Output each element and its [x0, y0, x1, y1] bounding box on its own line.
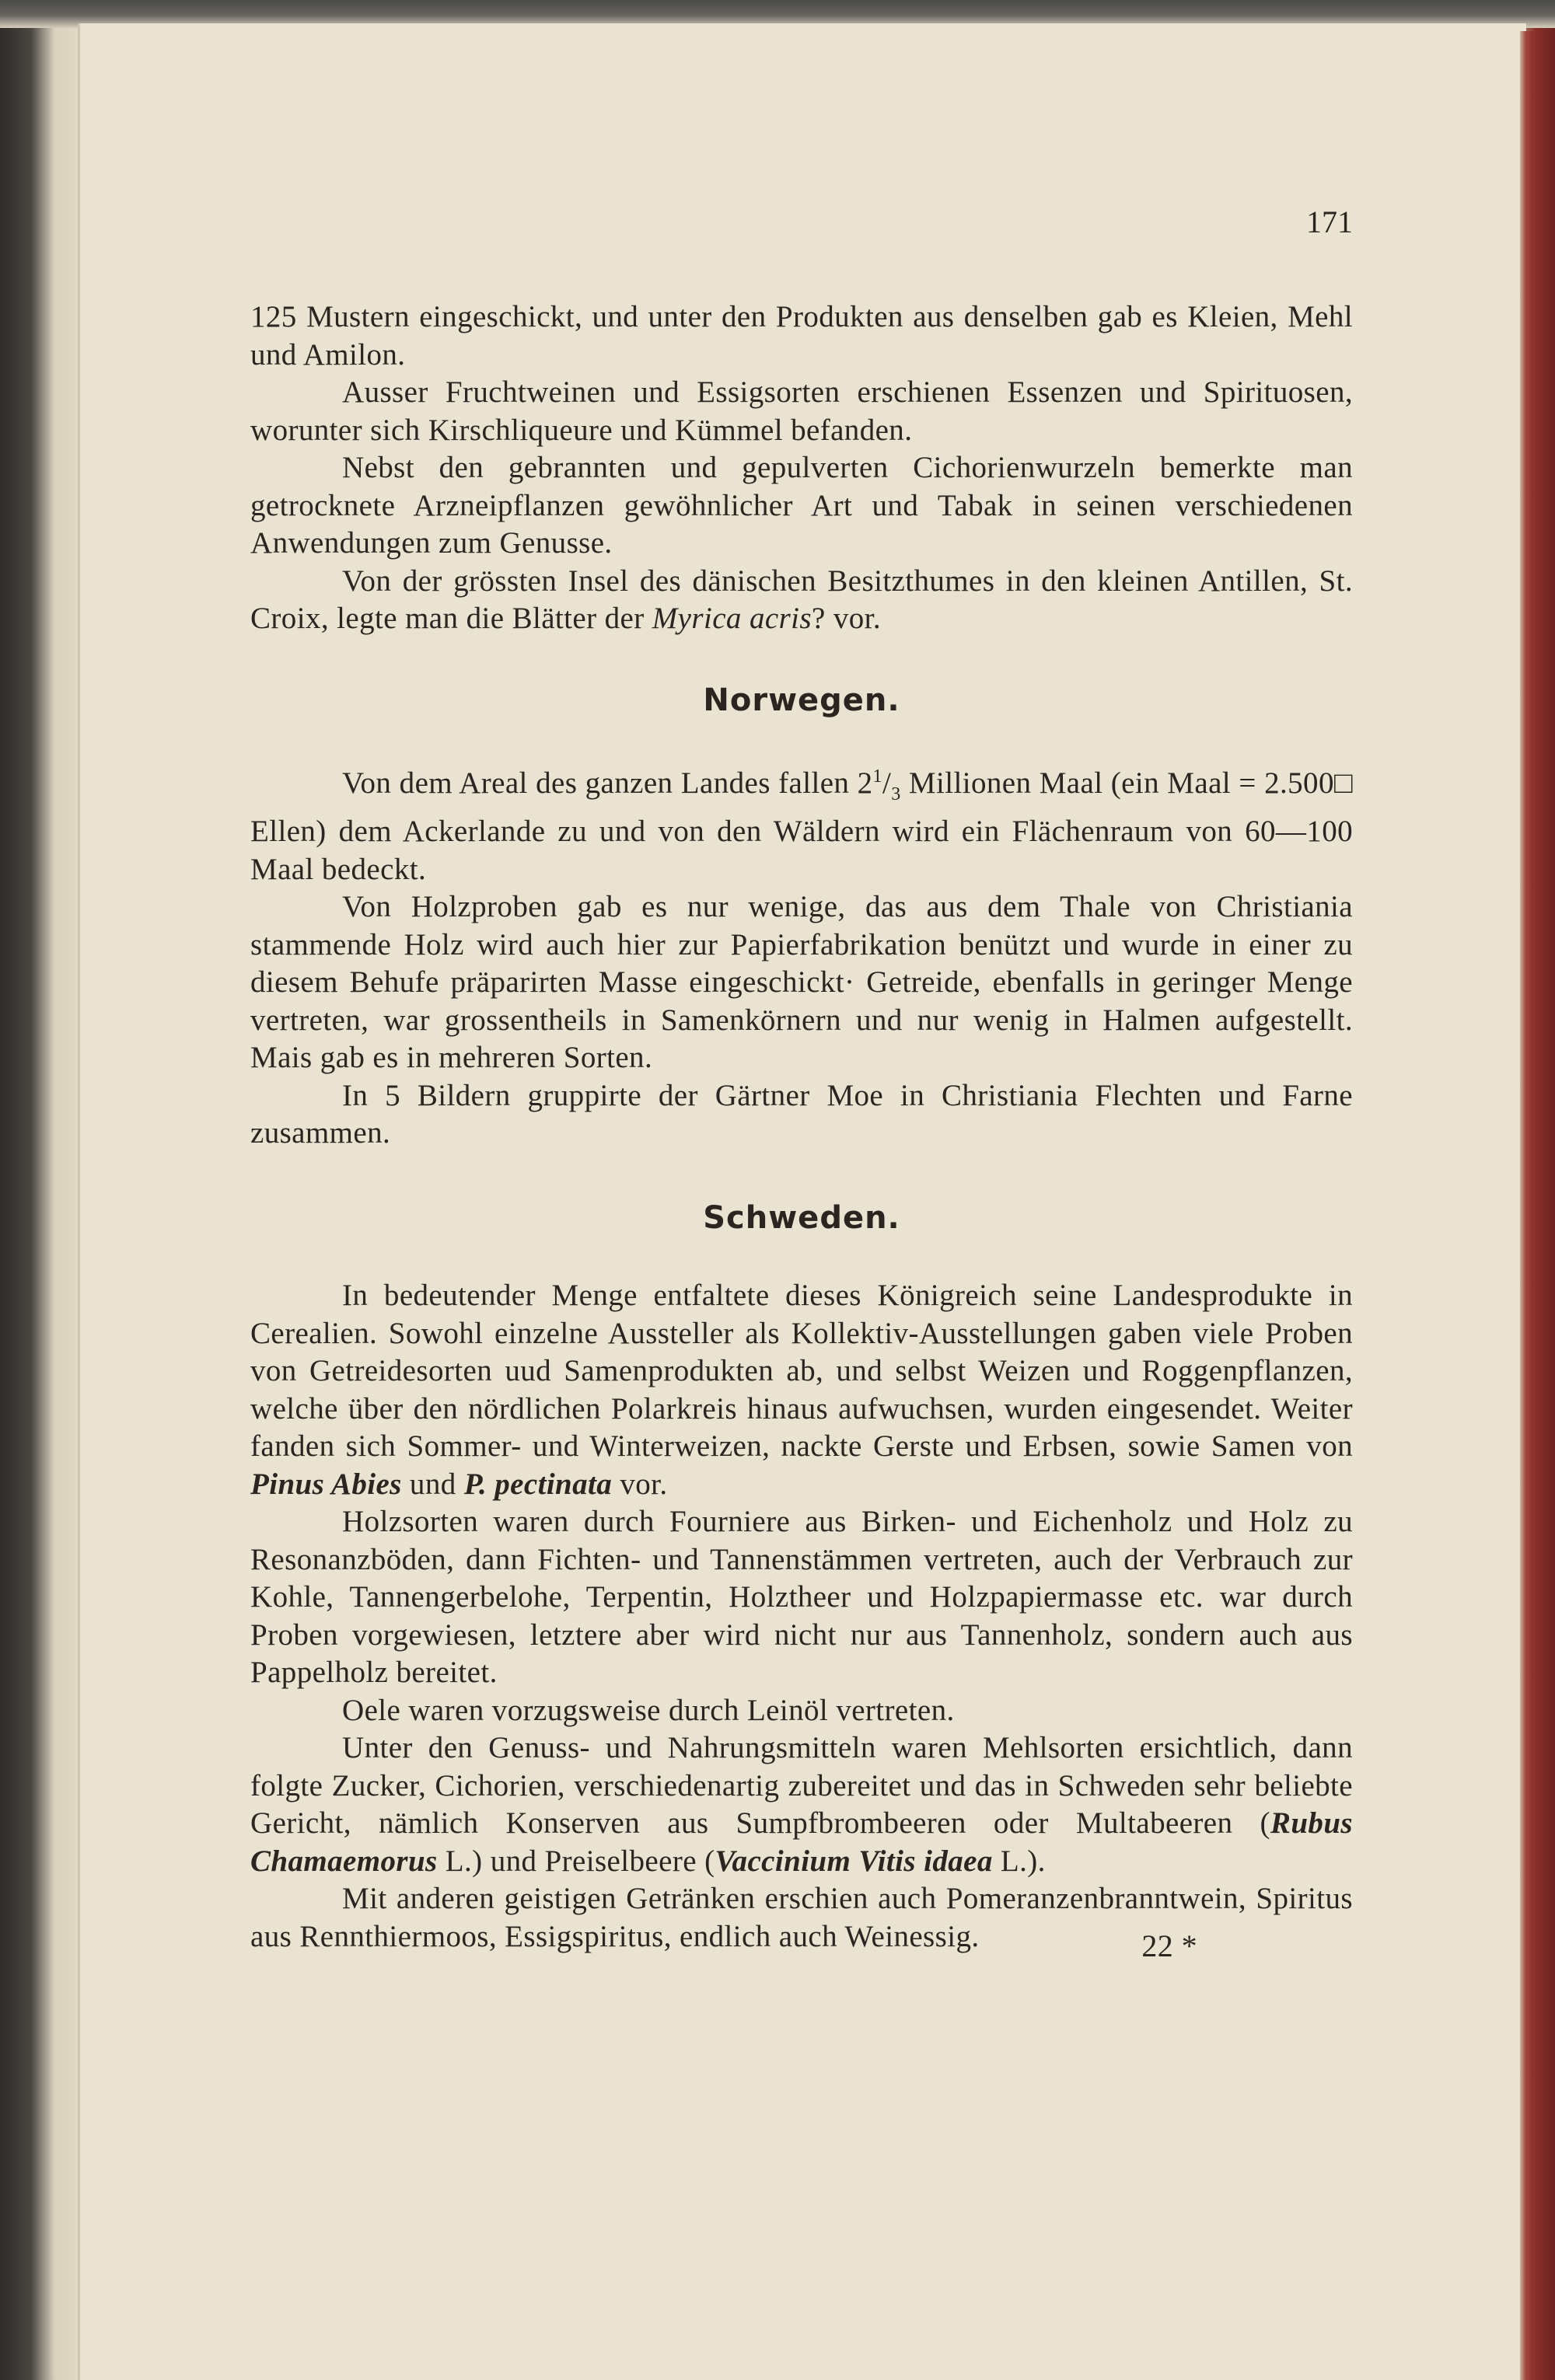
fraction-denominator: 3: [891, 783, 901, 804]
top-spacer: [250, 204, 1353, 298]
paragraph: In 5 Bildern gruppirte der Gärtner Moe in Christiania Flechten und Farne zusammen.: [250, 1078, 1353, 1150]
paragraph: [250, 563, 1353, 638]
paragraph: Ausser Fruchtweinen und Essigsorten erschienen Essenzen und Spirituosen, worunter sich Kirschliqueure und Kümmel befanden.: [250, 375, 1353, 447]
paragraph: Von Holzproben gab es nur wenige, das aus dem Thale von Christiania stammende Holz wird auch hier zur Papierfabrikation benützt und wurde in einer zu diesem Behufe präparirten Masse eingeschickt· Getreide, ebenfalls in geringer Menge vertreten, war grossentheils in Samenkörnern und nur wenig in Halmen aufgestellt. Mais gab es in mehreren Sorten.: [250, 890, 1353, 1075]
text-run: Unter den Genuss- und Nahrungsmitteln waren Mehlsorten ersichtlich, dann folgte Zucker, Cichorien, verschiedenartig zubereitet und das in Schweden sehr beliebte Gericht, nämlich Konserven aus Sumpfbrombeeren oder Multabeeren (: [250, 1731, 1353, 1841]
paragraph: [250, 1277, 1353, 1503]
paragraph: Nebst den gebrannten und gepulverten Cichorienwurzeln bemerkte man getrocknete Arzneipflanzen gewöhnlicher Art und Tabak in seinen verschiedenen Anwendungen zum Genusse.: [250, 451, 1353, 560]
text-run: Ellen) dem Ackerlande zu und von den Wäldern wird ein Flächenraum von 60—100 Maal bedeckt.: [250, 815, 1353, 886]
fraction-numerator: 1: [872, 766, 882, 787]
italic-term: Rubus Chamaemorus: [250, 1806, 1353, 1878]
paragraph: 125 Mustern eingeschickt, und unter den Produkten aus denselben gab es Kleien, Mehl und Amilon.: [250, 300, 1353, 372]
square-symbol: □: [1333, 766, 1353, 800]
text-run: ? vor.: [811, 602, 882, 635]
paragraph: [250, 1729, 1353, 1880]
paragraph: Holzsorten waren durch Fourniere aus Birken- und Eichenholz und Holz zu Resonanzböden, dann Fichten- und Tannenstämmen vertreten, auch der Verbrauch zur Kohle, Tannengerbelohe, Terpentin, Holztheer und Holzpapiermasse etc. war durch Proben vorgewiesen, letztere aber wird nicht nur aus Tannenholz, sondern auch aus Pappelholz bereitet.: [250, 1505, 1353, 1690]
italic-term: Vaccinium Vitis idaea: [715, 1844, 993, 1878]
paragraph: Oele waren vorzugsweise durch Leinöl vertreten.: [342, 1693, 955, 1727]
text-run: Von dem Areal des ganzen Landes fallen 2: [342, 766, 873, 800]
text-run: Von der grössten Insel des dänischen Besitzthumes in den kleinen Antillen, St. Croix, legte man die Blätter der: [250, 564, 1353, 635]
page-content: [250, 204, 1353, 1966]
book-cover-edge: [1520, 31, 1534, 2380]
text-run: In bedeutender Menge entfaltete dieses Königreich seine Landesprodukte in Cerealien. Sowohl einzelne Aussteller als Kollektiv-Ausstellungen gaben viele Proben von Getreidesorten uud Samenprodukten ab, und selbst Weizen und Roggenpflanzen, welche über den nördlichen Polarkreis hinaus aufwuchsen, wurden eingesendet. Weiter fanden sich Sommer- und Winterweizen, nackte Gerste und Erbsen, sowie Samen von: [250, 1279, 1353, 1464]
italic-term: Myrica acris: [652, 602, 812, 635]
fraction-slash: /: [882, 766, 892, 800]
section-heading-norwegen: Norwegen.: [703, 682, 900, 718]
text-run: und: [401, 1467, 464, 1501]
text-run: vor.: [612, 1467, 668, 1501]
text-run: L.).: [992, 1844, 1046, 1878]
text-run: Millionen Maal (ein Maal = 2.500: [900, 766, 1334, 800]
paragraph: Mit anderen geistigen Getränken erschien auch Pomeranzenbranntwein, Spiritus aus Rennthiermoos, Essigspiritus, endlich auch Weinessig.: [250, 1882, 1353, 1953]
italic-term: Pinus Abies: [250, 1467, 402, 1501]
signature-mark: 22 *: [1141, 1928, 1197, 1964]
italic-term: P. pectinata: [463, 1467, 613, 1501]
page-number: 171: [1306, 204, 1353, 239]
paragraph: [250, 758, 1353, 888]
text-run: L.) und Preiselbeere (: [437, 1844, 715, 1878]
section-heading-schweden: Schweden.: [703, 1199, 900, 1236]
